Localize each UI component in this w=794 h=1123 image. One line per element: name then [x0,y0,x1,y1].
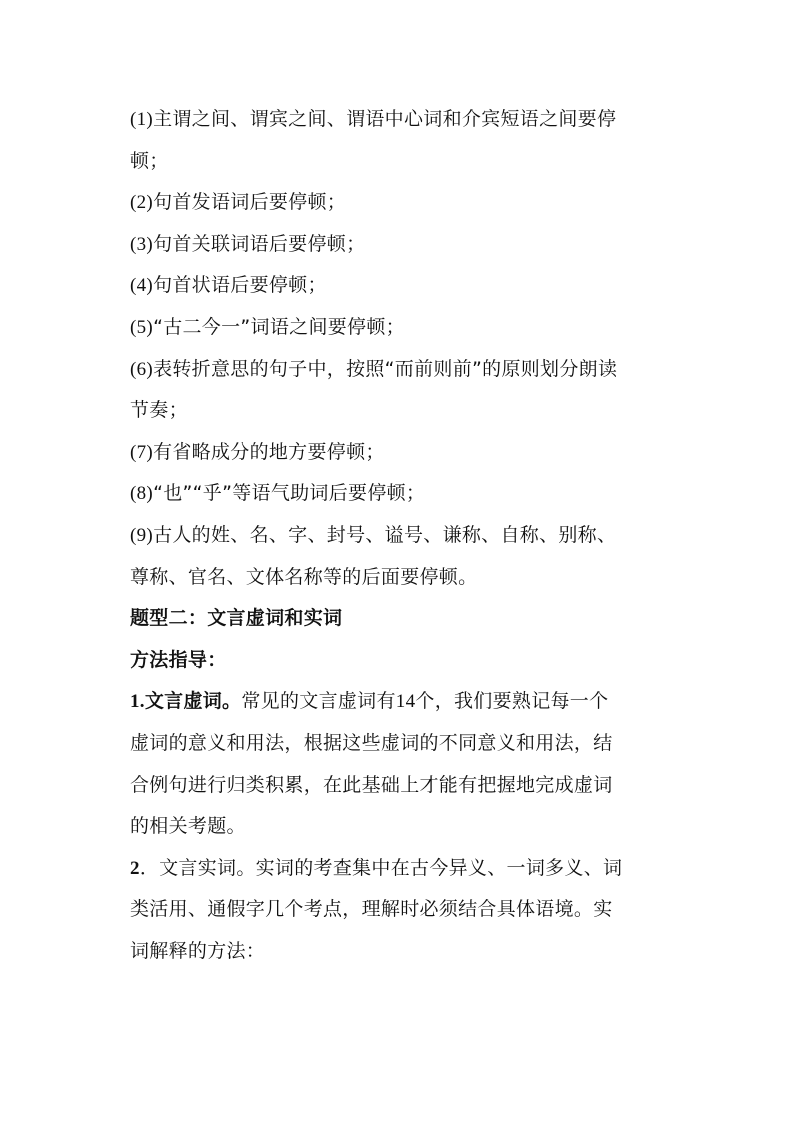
para2-line-1: 2．文言实词。实词的考查集中在古今异义、一词多义、词 [130,856,623,879]
rule-line-1-cont: 顿； [130,149,169,172]
rule-line-3: (3)句首关联词语后要停顿； [130,232,366,255]
rule-line-7: (7)有省略成分的地方要停顿； [130,440,385,463]
rule-line-6-cont: 节奏； [130,399,188,422]
rule-line-4: (4)句首状语后要停顿； [130,274,327,297]
rule-line-9-cont: 尊称、官名、文体名称等的后面要停顿。 [130,565,478,588]
rule-line-8: (8)“也”“乎”等语气助词后要停顿； [130,482,426,505]
rule-line-6: (6)表转折意思的句子中，按照“而前则前”的原则划分朗读 [130,357,618,380]
para2-line-2: 类活用、通假字几个考点，理解时必须结合具体语境。实 [130,898,613,921]
para2-line-3: 词解释的方法： [130,939,266,962]
rule-line-9: (9)古人的姓、名、字、封号、谥号、谦称、自称、别称、 [130,523,617,546]
para1-line-2: 虚词的意义和用法，根据这些虚词的不同意义和用法，结 [130,731,613,754]
para1-line-3: 合例句进行归类积累，在此基础上才能有把握地完成虚词 [130,773,613,796]
document-body [130,99,690,972]
para1-line-1: 1.文言虚词。常见的文言虚词有14个，我们要熟记每一个 [130,690,609,713]
rule-line-2: (2)句首发语词后要停顿； [130,191,347,214]
rule-line-1: (1)主谓之间、谓宾之间、谓语中心词和介宾短语之间要停 [130,108,617,130]
para1-line-4: 的相关考题。 [130,815,246,838]
section-heading-type2: 题型二：文言虚词和实词 [130,607,343,630]
section-heading-method: 方法指导： [130,648,227,671]
rule-line-5: (5)“古二今一”词语之间要停顿； [130,315,405,338]
